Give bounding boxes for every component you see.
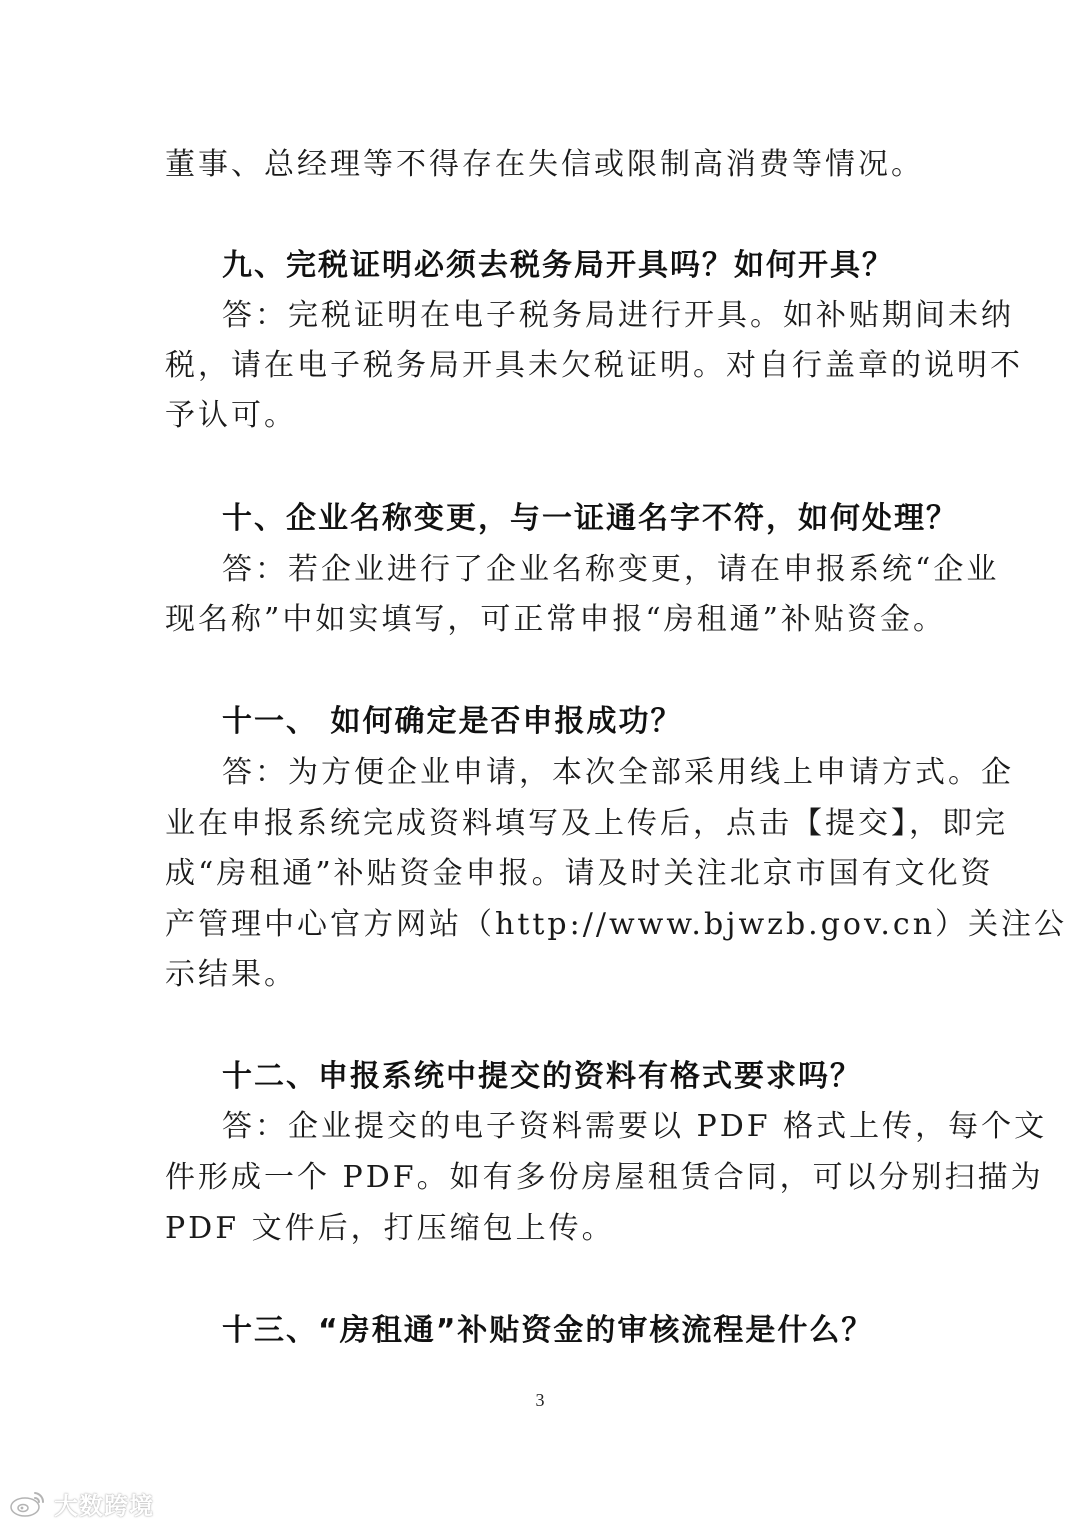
question-heading-10: 十、企业名称变更，与一证通名字不符，如何处理？: [222, 501, 958, 536]
body-line: 业在申报系统完成资料填写及上传后，点击【提交】，即完: [165, 806, 1008, 841]
body-line: 予认可。: [165, 398, 297, 433]
watermark: [8, 1486, 154, 1520]
question-heading-9: 九、完税证明必须去税务局开具吗？如何开具？: [222, 248, 894, 283]
question-heading-12: 十二、申报系统中提交的资料有格式要求吗？: [222, 1059, 862, 1094]
weibo-logo-icon: [8, 1488, 48, 1518]
body-line: 产管理中心官方网站（http://www.bjwzb.gov.cn）关注公: [165, 907, 1068, 942]
body-line: 示结果。: [165, 957, 297, 992]
body-line: 现名称”中如实填写，可正常申报“房租通”补贴资金。: [165, 602, 947, 637]
body-line: 成“房租通”补贴资金申报。请及时关注北京市国有文化资: [165, 856, 994, 891]
body-line: 董事、总经理等不得存在失信或限制高消费等情况。: [165, 147, 924, 182]
answer-line: 答：为方便企业申请，本次全部采用线上申请方式。企: [222, 755, 1014, 790]
body-line: 件形成一个 PDF。如有多份房屋租赁合同，可以分别扫描为: [165, 1160, 1044, 1195]
answer-line: 答：若企业进行了企业名称变更，请在申报系统“企业: [222, 552, 1000, 587]
answer-line: 答：完税证明在电子税务局进行开具。如补贴期间未纳: [222, 298, 1014, 333]
watermark-text: 大数跨境: [54, 1491, 154, 1520]
question-heading-13: 十三、“房租通”补贴资金的审核流程是什么？: [222, 1313, 874, 1348]
body-line: PDF 文件后，打压缩包上传。: [165, 1211, 615, 1246]
question-heading-11: 十一、 如何确定是否申报成功？: [222, 704, 683, 739]
body-line: 税，请在电子税务局开具未欠税证明。对自行盖章的说明不: [165, 348, 1023, 383]
page-number: 3: [535, 1390, 545, 1410]
answer-line: 答：企业提交的电子资料需要以 PDF 格式上传，每个文: [222, 1109, 1048, 1144]
